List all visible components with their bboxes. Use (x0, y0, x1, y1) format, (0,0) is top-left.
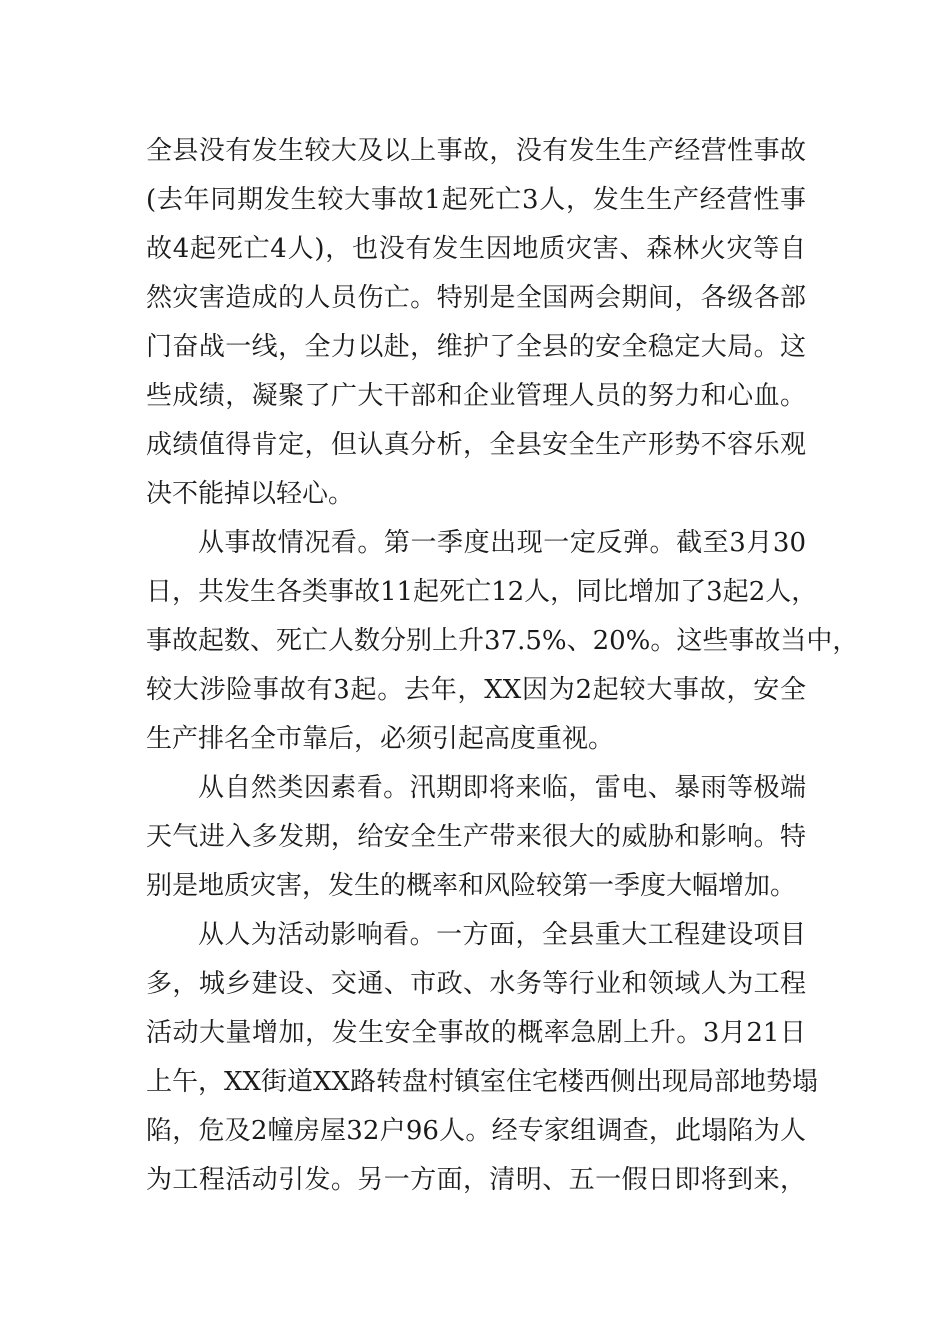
paragraph-line: 事故起数、死亡人数分别上升37.5%、20%。这些事故当中， (146, 626, 859, 656)
paragraph-line: (去年同期发生较大事故1起死亡3人，发生生产经营性事 (146, 185, 806, 215)
paragraph-line: 然灾害造成的人员伤亡。特别是全国两会期间，各级各部 (146, 283, 806, 313)
paragraph-line: 从事故情况看。第一季度出现一定反弹。截至3月30 (198, 528, 806, 558)
paragraph-line: 从人为活动影响看。一方面，全县重大工程建设项目 (198, 920, 806, 950)
paragraph-line: 别是地质灾害，发生的概率和风险较第一季度大幅增加。 (146, 871, 797, 901)
paragraph-line: 决不能掉以轻心。 (146, 479, 355, 509)
paragraph-line: 陷，危及2幢房屋32户96人。经专家组调查，此塌陷为人 (146, 1116, 806, 1146)
paragraph-line: 多，城乡建设、交通、市政、水务等行业和领域人为工程 (146, 969, 806, 999)
paragraph-line: 生产排名全市靠后，必须引起高度重视。 (146, 724, 615, 754)
paragraph-line: 成绩值得肯定，但认真分析，全县安全生产形势不容乐观 (146, 430, 806, 460)
paragraph-line: 天气进入多发期，给安全生产带来很大的威胁和影响。特 (146, 822, 806, 852)
body-text (146, 127, 859, 1205)
paragraph-line: 全县没有发生较大及以上事故，没有发生生产经营性事故 (146, 136, 806, 166)
paragraph-line: 较大涉险事故有3起。去年，XX因为2起较大事故，安全 (146, 675, 806, 705)
paragraph-line: 门奋战一线，全力以赴，维护了全县的安全稳定大局。这 (146, 332, 806, 362)
paragraph-line: 活动大量增加，发生安全事故的概率急剧上升。3月21日 (146, 1018, 806, 1048)
paragraph-line: 上午，XX街道XX路转盘村镇室住宅楼西侧出现局部地势塌 (146, 1067, 819, 1097)
paragraph-line: 日，共发生各类事故11起死亡12人，同比增加了3起2人， (146, 577, 818, 607)
paragraph-line: 为工程活动引发。另一方面，清明、五一假日即将到来， (146, 1165, 806, 1195)
paragraph-line: 故4起死亡4人)，也没有发生因地质灾害、森林火灾等自 (146, 234, 806, 264)
paragraph-line: 些成绩，凝聚了广大干部和企业管理人员的努力和心血。 (146, 381, 806, 411)
paragraph-line: 从自然类因素看。汛期即将来临，雷电、暴雨等极端 (198, 773, 806, 803)
